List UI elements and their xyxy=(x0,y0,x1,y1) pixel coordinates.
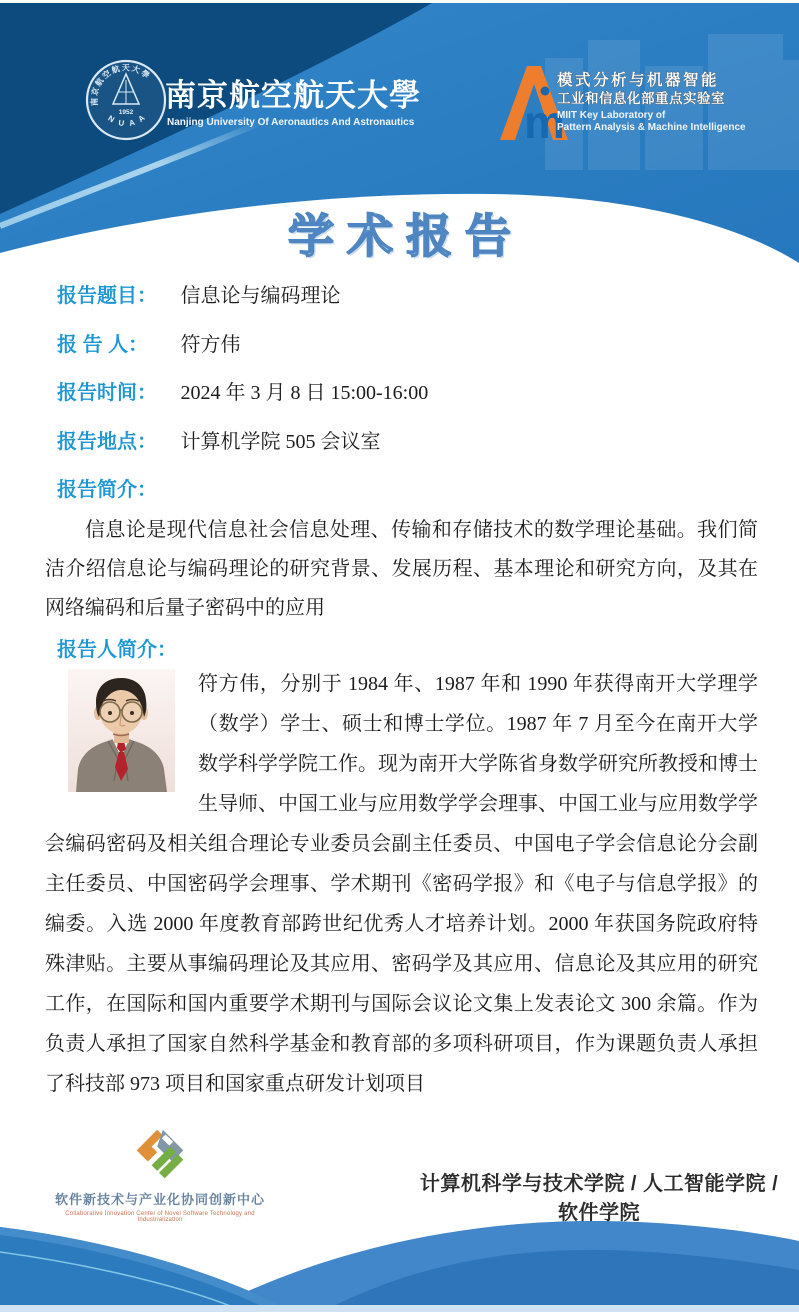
time-row xyxy=(57,376,428,425)
report-info xyxy=(57,279,428,522)
nuaa-seal-icon xyxy=(87,61,165,139)
time-value: 2024 年 3 月 8 日 15:00-16:00 xyxy=(180,382,429,404)
cicnst-block xyxy=(55,1126,265,1223)
bio-text: 符方伟，分别于 1984 年、1987 年和 1990 年获得南开大学理学（数学）学士、硕士和博士学位。1987 年 7 月至今在南开大学数学科学学院工作。现为南开大学陈省身数学研究所教授和博士生导师、中国工业与应用数学学会理事、中国工业与应用数学学会编码密码及相关组合理论专业委员会副主任委员、中国电子学会信息论分会副主任委员、中国密码学会理事、学术期刊《密码学报》和《电子与信息学报》的编委。入选 2000 年度教育部跨世纪优秀人才培养计划。2000 年获国务院政府特殊津贴。主要从事编码理论及其应用、密码学及其应用、信息论及其应用的研究工作，在国际和国内重要学术期刊与国际会议论文集上发表论文 300 余篇。作为负责人承担了国家自然科学基金和教育部的多项科研项目，作为课题负责人承担了科技部 973 项目和国家重点研发计划项目 xyxy=(45,673,758,1095)
seal-year: 1952 xyxy=(118,109,134,116)
footer-wave-decoration xyxy=(0,1218,799,1312)
wave-bottom-strip xyxy=(0,1305,799,1312)
bio-label: 报告人简介： xyxy=(57,639,177,661)
abstract-label: 报告简介： xyxy=(57,479,157,501)
lab-name-line2-en: Pattern Analysis & Machine Intelligence xyxy=(557,122,746,133)
cicnst-logo-icon xyxy=(132,1126,188,1184)
seal-arc-text: 南京航空航天大學 xyxy=(89,63,153,107)
report-title-value: 信息论与编码理论 xyxy=(180,285,341,307)
speaker-value: 符方伟 xyxy=(180,333,241,356)
page-title: 学术报告 xyxy=(288,210,524,262)
lab-name-line1-zh: 模式分析与机器智能 xyxy=(557,72,720,89)
report-title-label: 报告题目： xyxy=(57,285,157,307)
cicnst-name-en: Collaborative Innovation Center of Novel Software Technology and Industrialization xyxy=(65,1211,255,1223)
seal-bottom-text: N U A A xyxy=(106,112,149,129)
location-value: 计算机学院 505 会议室 xyxy=(180,430,381,453)
report-title-row xyxy=(57,279,428,328)
speaker-row xyxy=(57,328,428,377)
svg-text:m: m xyxy=(524,96,565,148)
location-row xyxy=(57,425,428,474)
speaker-photo xyxy=(68,669,175,792)
university-name-zh: 南京航空航天大學 xyxy=(165,78,421,113)
university-name-en: Nanjing University Of Aeronautics And Astronautics xyxy=(167,117,415,128)
speaker-label: 报 告 人： xyxy=(57,333,149,356)
cicnst-name: 软件新技术与产业化协同创新中心 xyxy=(55,1192,266,1207)
speaker-bio xyxy=(45,664,758,1104)
location-label: 报告地点： xyxy=(57,430,157,453)
lab-name-line1-en: MIIT Key Laboratory of xyxy=(557,110,666,121)
departments-text: 计算机科学与技术学院 / 人工智能学院 / 软件学院 xyxy=(419,1173,779,1224)
time-label: 报告时间： xyxy=(57,382,157,404)
abstract-text: 信息论是现代信息社会信息处理、传输和存储技术的数学理论基础。我们简洁介绍信息论与编码理论的研究背景、发展历程、基本理论和研究方向，及其在网络编码和后量子密码中的应用 xyxy=(45,519,758,619)
lab-name-line2-zh: 工业和信息化部重点实验室 xyxy=(557,91,725,106)
